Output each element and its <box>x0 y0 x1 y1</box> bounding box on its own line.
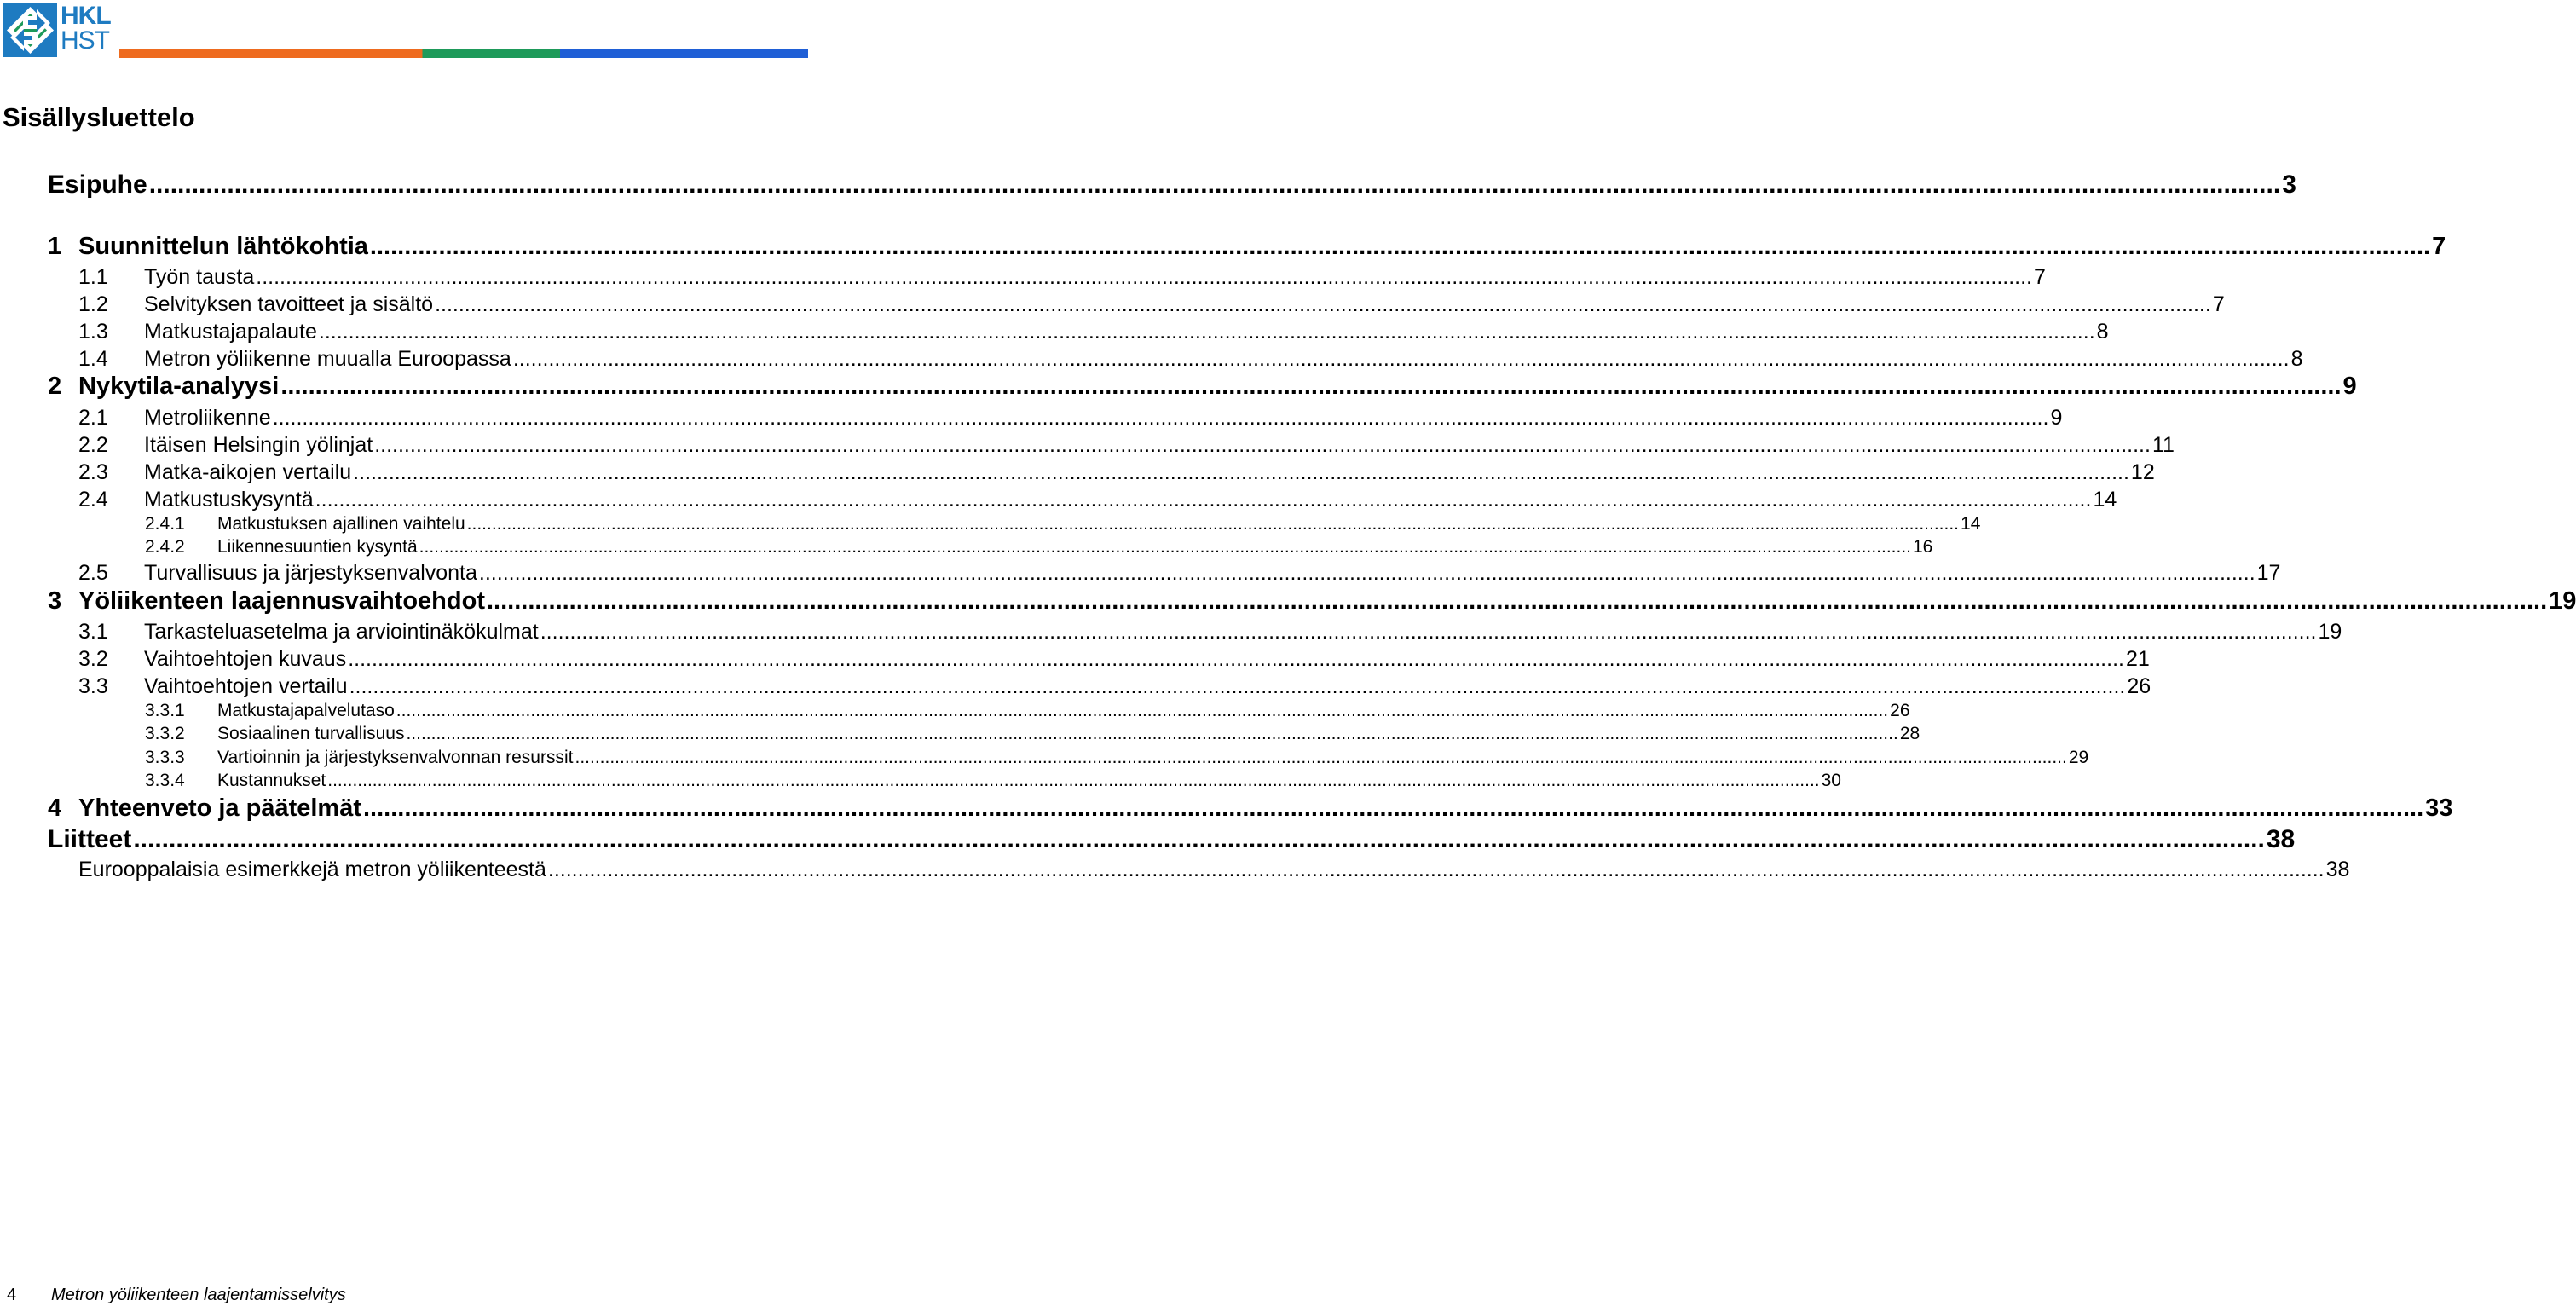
toc-entry-number: 3.2 <box>78 647 108 671</box>
toc-entry-number: 3 <box>48 587 62 615</box>
toc-dot-leader: ............................................................................................................................................................................................................................................................................................................ <box>256 265 2032 289</box>
toc-entry[interactable] <box>78 347 2303 372</box>
toc-entry-page: 11 <box>2151 433 2175 457</box>
toc-entry-page: 30 <box>1821 771 1841 790</box>
toc-entry-page: 17 <box>2256 561 2281 585</box>
toc-entry[interactable] <box>145 724 1920 744</box>
toc-entry-page: 29 <box>2068 748 2089 767</box>
logo-line2: HST <box>61 26 109 55</box>
toc-entry-page: 12 <box>2130 460 2155 484</box>
toc-entry[interactable] <box>145 537 1933 558</box>
footer-page-number: 4 <box>7 1286 17 1304</box>
toc-entry-title: Matkustuskysyntä <box>144 488 314 511</box>
toc-entry[interactable] <box>78 292 2225 317</box>
toc-entry-number: 1.3 <box>78 320 108 344</box>
toc-entry[interactable] <box>78 320 2109 344</box>
toc-entry-title: Matkustajapalvelutaso <box>217 701 395 720</box>
toc-entry-title: Selvityksen tavoitteet ja sisältö <box>144 292 434 316</box>
toc-entry-title: Eurooppalaisia esimerkkejä metron yöliikenteestä <box>78 858 546 881</box>
toc-dot-leader: ............................................................................................................................................................................................................................................................................................................ <box>363 795 2424 822</box>
toc-entry-page: 26 <box>1890 701 1910 720</box>
toc-entry-number: 4 <box>48 795 62 822</box>
toc-entry-page: 3 <box>2282 170 2296 199</box>
toc-entry-title: Liitteet <box>48 825 132 853</box>
toc-dot-leader: ............................................................................................................................................................................................................................................................................................................ <box>133 825 2265 853</box>
toc-entry-page: 9 <box>2342 373 2357 400</box>
toc-entry-title: Nykytila-analyysi <box>78 373 280 400</box>
toc-entry[interactable] <box>78 858 2350 882</box>
header-color-bar <box>119 49 808 58</box>
toc-entry[interactable] <box>145 514 1981 535</box>
toc-entry-title: Työn tausta <box>144 265 255 289</box>
logo-wordmark <box>61 3 115 53</box>
toc-entry-page: 38 <box>2325 858 2350 881</box>
toc-dot-leader: ............................................................................................................................................................................................................................................................................................................ <box>487 587 2548 615</box>
toc-entry-page: 26 <box>2127 674 2151 698</box>
toc-entry[interactable] <box>78 561 2281 586</box>
toc-dot-leader: ............................................................................................................................................................................................................................................................................................................ <box>396 701 1889 720</box>
toc-entry-title: Suunnittelun lähtökohtia <box>78 233 368 260</box>
toc-entry[interactable] <box>145 748 2089 768</box>
toc-dot-leader: ............................................................................................................................................................................................................................................................................................................ <box>478 561 2255 585</box>
toc-entry-page: 28 <box>1899 724 1920 743</box>
toc-entry[interactable] <box>48 587 2576 615</box>
hkl-logo-icon <box>3 3 57 57</box>
toc-entry-page: 33 <box>2425 795 2453 822</box>
toc-entry-number: 1.4 <box>78 347 108 371</box>
toc-dot-leader: ............................................................................................................................................................................................................................................................................................................ <box>318 320 2095 344</box>
footer-doc-title: Metron yöliikenteen laajentamisselvitys <box>51 1286 346 1304</box>
toc-entry-number: 1.2 <box>78 292 108 316</box>
toc-entry-number: 2.4.2 <box>145 537 185 557</box>
toc-entry-title: Vaihtoehtojen vertailu <box>144 674 348 698</box>
toc-entry[interactable] <box>78 460 2155 485</box>
toc-entry-number: 1 <box>48 233 62 260</box>
toc-entry-page: 7 <box>2432 233 2446 260</box>
toc-entry-page: 19 <box>2318 620 2342 644</box>
toc-entry[interactable] <box>48 233 2446 261</box>
page-header <box>0 0 818 64</box>
toc-entry[interactable] <box>48 373 2357 401</box>
toc-entry-title: Sosiaalinen turvallisuus <box>217 724 405 743</box>
toc-entry-page: 8 <box>2290 347 2303 371</box>
toc-entry-number: 1.1 <box>78 265 108 289</box>
toc-entry-number: 2.2 <box>78 433 108 457</box>
toc-entry[interactable] <box>145 771 1841 791</box>
toc-entry-page: 9 <box>2050 406 2063 430</box>
toc-entry-number: 2.4.1 <box>145 514 185 534</box>
toc-dot-leader: ............................................................................................................................................................................................................................................................................................................ <box>327 771 1820 790</box>
toc-dot-leader: ............................................................................................................................................................................................................................................................................................................ <box>315 488 2092 511</box>
toc-entry[interactable] <box>78 647 2150 672</box>
logo-line1: HKL <box>61 2 111 30</box>
toc-dot-leader: ............................................................................................................................................................................................................................................................................................................ <box>435 292 2211 316</box>
toc-entry-title: Matkustuksen ajallinen vaihtelu <box>217 514 465 534</box>
toc-dot-leader: ............................................................................................................................................................................................................................................................................................................ <box>466 514 1960 534</box>
toc-entry[interactable] <box>78 265 2046 290</box>
toc-entry-title: Yöliikenteen laajennusvaihtoehdot <box>78 587 485 615</box>
toc-entry-page: 38 <box>2266 825 2296 853</box>
toc-entry-title: Yhteenveto ja päätelmät <box>78 795 361 822</box>
toc-dot-leader: ............................................................................................................................................................................................................................................................................................................ <box>280 373 2342 400</box>
toc-entry-number: 3.3.2 <box>145 724 185 743</box>
toc-entry-page: 8 <box>2096 320 2109 344</box>
toc-dot-leader: ............................................................................................................................................................................................................................................................................................................ <box>369 233 2431 260</box>
toc-entry-title: Tarkasteluasetelma ja arviointinäkökulmat <box>144 620 539 644</box>
toc-entry-number: 3.3.1 <box>145 701 185 720</box>
page-title: Sisällysluettelo <box>3 102 195 132</box>
toc-entry-page: 21 <box>2125 647 2150 671</box>
toc-dot-leader: ............................................................................................................................................................................................................................................................................................................ <box>512 347 2290 371</box>
toc-entry-page: 14 <box>2093 488 2117 511</box>
toc-dot-leader: ............................................................................................................................................................................................................................................................................................................ <box>374 433 2151 457</box>
toc-entry-title: Matka-aikojen vertailu <box>144 460 352 484</box>
toc-entry-number: 3.1 <box>78 620 108 644</box>
toc-entry[interactable] <box>145 701 1910 721</box>
toc-dot-leader: ............................................................................................................................................................................................................................................................................................................ <box>419 537 1911 557</box>
toc-entry-number: 2.1 <box>78 406 108 430</box>
toc-entry[interactable] <box>78 620 2342 644</box>
toc-dot-leader: ............................................................................................................................................................................................................................................................................................................ <box>148 170 2281 199</box>
toc-entry-title: Matkustajapalaute <box>144 320 317 344</box>
toc-entry-page: 7 <box>2212 292 2225 316</box>
toc-dot-leader: ............................................................................................................................................................................................................................................................................................................ <box>406 724 1898 743</box>
toc-entry-page: 7 <box>2034 265 2046 289</box>
toc-entry[interactable] <box>78 406 2063 431</box>
toc-entry[interactable] <box>48 170 2296 199</box>
toc-entry-number: 3.3 <box>78 674 108 698</box>
toc-entry-page: 16 <box>1913 537 1933 557</box>
toc-entry-page: 19 <box>2549 587 2576 615</box>
toc-dot-leader: ............................................................................................................................................................................................................................................................................................................ <box>547 858 2325 881</box>
toc-entry-title: Vaihtoehtojen kuvaus <box>144 647 347 671</box>
toc-dot-leader: ............................................................................................................................................................................................................................................................................................................ <box>540 620 2317 644</box>
toc-entry[interactable] <box>78 433 2175 458</box>
toc-entry-page: 14 <box>1961 514 1981 534</box>
toc-dot-leader: ............................................................................................................................................................................................................................................................................................................ <box>272 406 2049 430</box>
toc-entry[interactable] <box>78 674 2151 699</box>
toc-entry-title: Metroliikenne <box>144 406 271 430</box>
toc-entry-title: Liikennesuuntien kysyntä <box>217 537 418 557</box>
toc-entry-number: 3.3.3 <box>145 748 185 767</box>
toc-entry-number: 2.5 <box>78 561 108 585</box>
toc-entry-number: 3.3.4 <box>145 771 185 790</box>
toc-entry-number: 2.4 <box>78 488 108 511</box>
toc-dot-leader: ............................................................................................................................................................................................................................................................................................................ <box>353 460 2129 484</box>
toc-entry[interactable] <box>48 825 2296 854</box>
toc-entry-number: 2.3 <box>78 460 108 484</box>
toc-entry[interactable] <box>78 488 2117 512</box>
toc-dot-leader: ............................................................................................................................................................................................................................................................................................................ <box>575 748 2067 767</box>
toc-entry-number: 2 <box>48 373 62 400</box>
toc-entry-title: Esipuhe <box>48 170 147 199</box>
page-footer <box>0 1286 818 1306</box>
toc-entry-title: Turvallisuus ja järjestyksenvalvonta <box>144 561 477 585</box>
toc-entry-title: Kustannukset <box>217 771 326 790</box>
toc-dot-leader: ............................................................................................................................................................................................................................................................................................................ <box>349 674 2126 698</box>
toc-entry-title: Vartioinnin ja järjestyksenvalvonnan resurssit <box>217 748 574 767</box>
toc-dot-leader: ............................................................................................................................................................................................................................................................................................................ <box>348 647 2124 671</box>
toc-entry-title: Metron yöliikenne muualla Euroopassa <box>144 347 511 371</box>
toc-entry-title: Itäisen Helsingin yölinjat <box>144 433 373 457</box>
toc-entry[interactable] <box>48 795 2453 823</box>
